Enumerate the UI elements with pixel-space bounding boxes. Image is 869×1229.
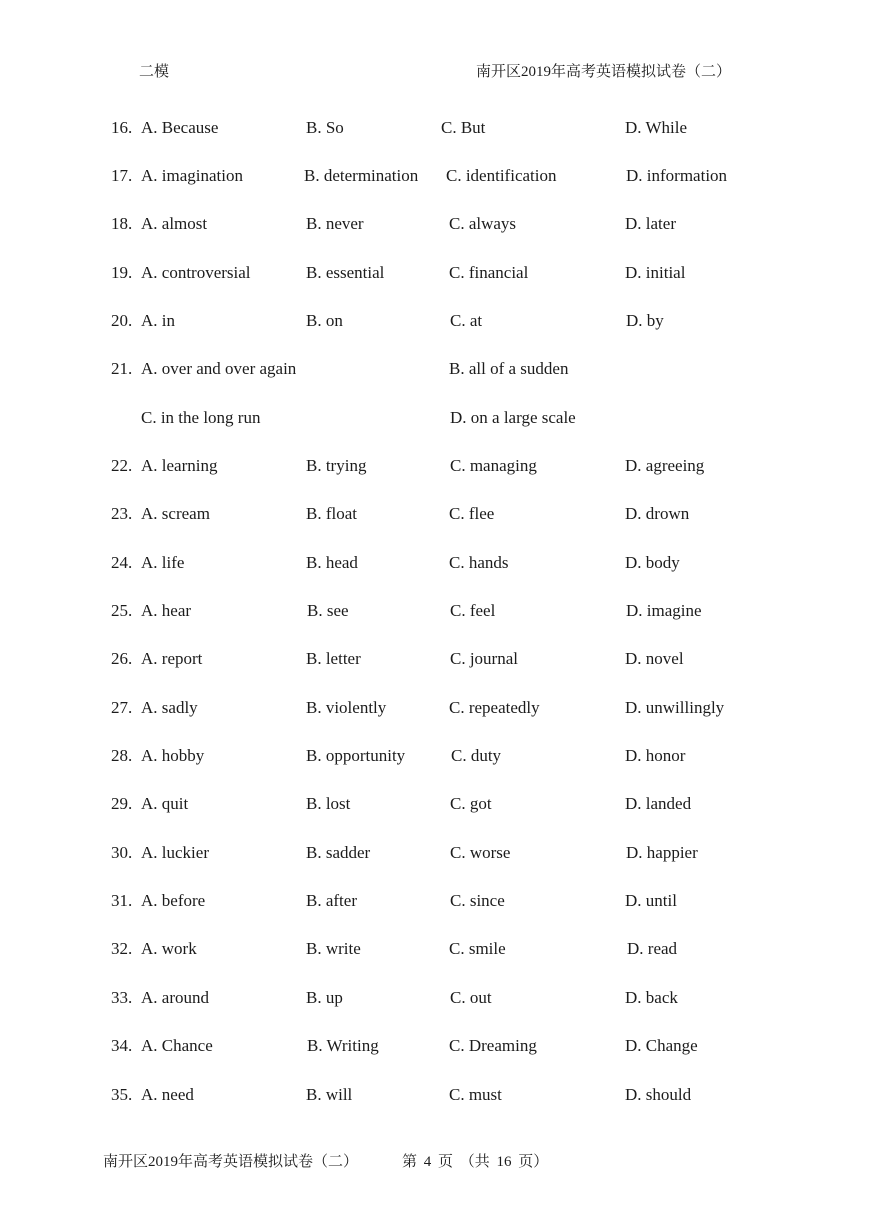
question-row: [0, 891, 869, 917]
question-row: [0, 601, 869, 627]
option-c: C. flee: [449, 504, 495, 523]
question-row: [0, 794, 869, 820]
question-number: 20.: [111, 311, 133, 330]
question-number: 18.: [111, 214, 133, 233]
option-c: C. hands: [449, 553, 509, 572]
question-number: 32.: [111, 939, 133, 958]
question-row: [0, 166, 869, 192]
option-c: C. financial: [449, 263, 529, 282]
option-b: B. will: [306, 1085, 353, 1104]
question-number: 25.: [111, 601, 133, 620]
question-number: 34.: [111, 1036, 133, 1055]
question-number: 23.: [111, 504, 133, 523]
option-d: D. on a large scale: [450, 408, 576, 427]
question-row: [0, 456, 869, 482]
question-row: [0, 698, 869, 724]
question-row: [0, 939, 869, 965]
option-b: B. never: [306, 214, 364, 233]
option-a: A. quit: [141, 794, 189, 813]
option-a: A. work: [141, 939, 197, 958]
option-c: C. smile: [449, 939, 506, 958]
option-d: D. Change: [625, 1036, 698, 1055]
option-c: C. duty: [451, 746, 502, 765]
option-d: D. should: [625, 1085, 692, 1104]
option-b: B. float: [306, 504, 357, 523]
question-number: 35.: [111, 1085, 133, 1104]
option-a: A. Chance: [141, 1036, 213, 1055]
option-c: C. must: [449, 1085, 502, 1104]
option-d: D. by: [626, 311, 664, 330]
question-number: 24.: [111, 553, 133, 572]
option-b: B. opportunity: [306, 746, 406, 765]
option-a: A. controversial: [141, 263, 251, 282]
option-b: B. sadder: [306, 843, 371, 862]
option-b: B. head: [306, 553, 358, 572]
option-b: B. violently: [306, 698, 387, 717]
option-a: A. sadly: [141, 698, 198, 717]
option-b: B. letter: [306, 649, 361, 668]
option-a: A. scream: [141, 504, 210, 523]
option-d: D. drown: [625, 504, 690, 523]
option-d: D. novel: [625, 649, 684, 668]
option-b: B. all of a sudden: [449, 359, 569, 378]
option-c: C. repeatedly: [449, 698, 540, 717]
option-c: C. managing: [450, 456, 537, 475]
option-c: C. But: [441, 118, 486, 137]
question-row: [0, 311, 869, 337]
question-row: [0, 843, 869, 869]
option-b: B. see: [307, 601, 349, 620]
question-row: [0, 1036, 869, 1062]
question-number: 16.: [111, 118, 133, 137]
question-number: 31.: [111, 891, 133, 910]
option-c: C. Dreaming: [449, 1036, 537, 1055]
question-number: 26.: [111, 649, 133, 668]
option-b: B. lost: [306, 794, 351, 813]
option-b: B. after: [306, 891, 357, 910]
question-number: 21.: [111, 359, 133, 378]
option-b: B. Writing: [307, 1036, 379, 1055]
option-d: D. back: [625, 988, 678, 1007]
option-c: C. in the long run: [141, 408, 261, 427]
option-c: C. out: [450, 988, 492, 1007]
option-b: B. determination: [304, 166, 419, 185]
question-number: 17.: [111, 166, 133, 185]
option-a: A. imagination: [141, 166, 243, 185]
footer-title: 南开区2019年高考英语模拟试卷（二）: [103, 1154, 359, 1170]
option-b: B. trying: [306, 456, 367, 475]
question-number: 28.: [111, 746, 133, 765]
option-a: A. learning: [141, 456, 218, 475]
option-c: C. identification: [446, 166, 557, 185]
option-d: D. While: [625, 118, 688, 137]
option-d: D. honor: [625, 746, 686, 765]
question-row: [0, 746, 869, 772]
option-a: A. in: [141, 311, 175, 330]
option-d: D. landed: [625, 794, 692, 813]
option-d: D. until: [625, 891, 677, 910]
option-a: A. before: [141, 891, 206, 910]
question-row: [0, 649, 869, 675]
question-row: [0, 504, 869, 530]
option-d: D. imagine: [626, 601, 702, 620]
question-row: [0, 359, 869, 385]
option-d: D. read: [627, 939, 678, 958]
question-row-continued: [0, 408, 869, 434]
option-a: A. almost: [141, 214, 208, 233]
question-row: [0, 118, 869, 144]
question-row: [0, 988, 869, 1014]
option-b: B. So: [306, 118, 344, 137]
question-number: 19.: [111, 263, 133, 282]
question-number: 29.: [111, 794, 133, 813]
option-c: C. since: [450, 891, 505, 910]
option-a: A. need: [141, 1085, 194, 1104]
option-b: B. write: [306, 939, 361, 958]
header-right: 南开区2019年高考英语模拟试卷（二）: [476, 64, 732, 80]
question-row: [0, 553, 869, 579]
option-b: B. up: [306, 988, 343, 1007]
option-d: D. information: [626, 166, 728, 185]
option-c: C. at: [450, 311, 483, 330]
option-b: B. essential: [306, 263, 385, 282]
option-c: C. feel: [450, 601, 496, 620]
option-d: D. agreeing: [625, 456, 705, 475]
question-row: [0, 263, 869, 289]
option-d: D. later: [625, 214, 676, 233]
option-a: A. around: [141, 988, 209, 1007]
question-row: [0, 214, 869, 240]
option-c: C. got: [450, 794, 492, 813]
option-d: D. happier: [626, 843, 698, 862]
question-number: 30.: [111, 843, 133, 862]
header-left: 二模: [139, 64, 170, 80]
question-number: 33.: [111, 988, 133, 1007]
question-number: 27.: [111, 698, 133, 717]
option-a: A. hobby: [141, 746, 205, 765]
page-number: 第 4 页 （共 16 页）: [402, 1154, 549, 1170]
option-a: A. life: [141, 553, 185, 572]
option-a: A. over and over again: [141, 359, 297, 378]
option-d: D. initial: [625, 263, 686, 282]
option-d: D. body: [625, 553, 680, 572]
option-c: C. journal: [450, 649, 518, 668]
option-b: B. on: [306, 311, 343, 330]
option-d: D. unwillingly: [625, 698, 725, 717]
option-a: A. luckier: [141, 843, 209, 862]
option-c: C. worse: [450, 843, 511, 862]
question-number: 22.: [111, 456, 133, 475]
option-a: A. hear: [141, 601, 192, 620]
option-a: A. report: [141, 649, 203, 668]
option-a: A. Because: [141, 118, 219, 137]
option-c: C. always: [449, 214, 517, 233]
question-row: [0, 1085, 869, 1111]
